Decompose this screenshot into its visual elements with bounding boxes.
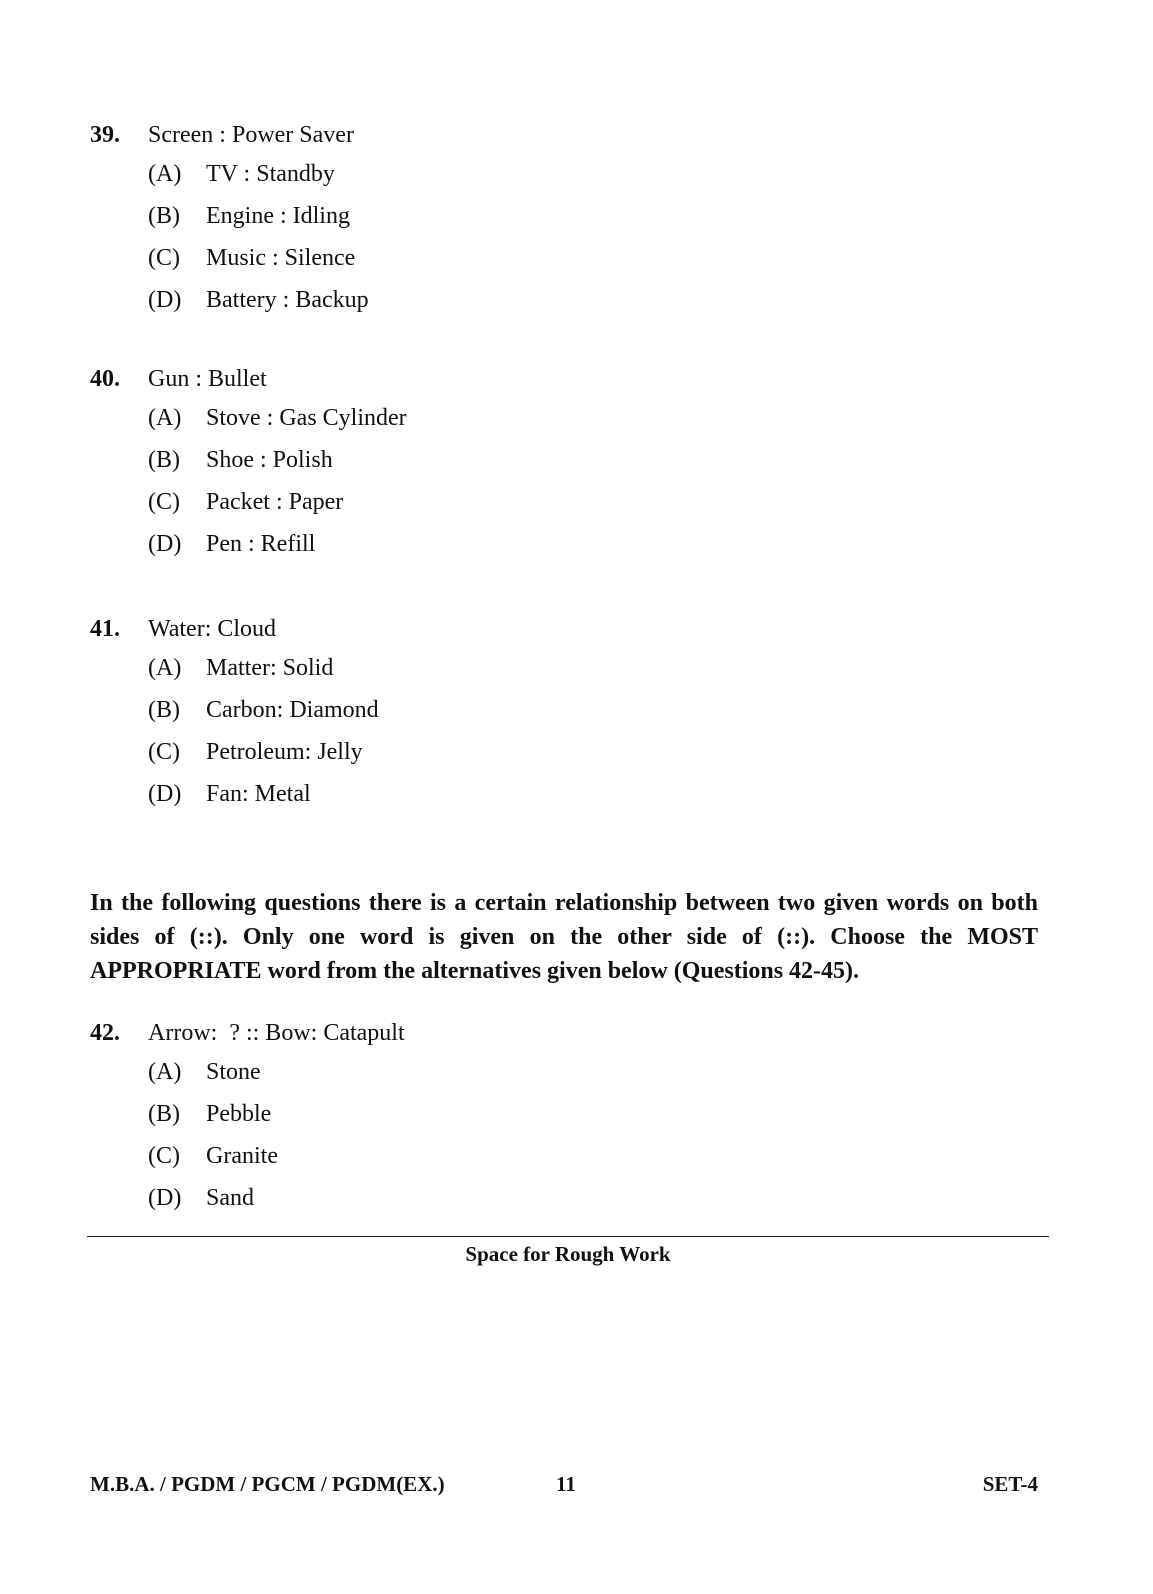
option-text: Fan: Metal [206,781,311,807]
question-number: 39. [90,122,120,148]
option-list [90,647,1050,815]
footer-course: M.B.A. / PGDM / PGCM / PGDM(EX.) [90,1472,445,1496]
rough-work-divider [87,1236,1049,1237]
option-d [90,279,1050,321]
option-b [90,439,1050,481]
option-b [90,195,1050,237]
option-a [90,1051,1050,1093]
option-label: (D) [148,1185,182,1211]
option-label: (C) [148,739,180,765]
option-text: Shoe : Polish [206,447,333,473]
question-stem-line [90,117,1050,153]
option-text: Granite [206,1143,278,1169]
option-label: (B) [148,1101,180,1127]
option-text: Music : Silence [206,245,356,271]
question-number: 40. [90,366,120,392]
option-list [90,1051,1050,1219]
question-stem: Gun : Bullet [148,366,267,392]
question-41 [90,611,1050,815]
question-stem: Arrow: ? :: Bow: Catapult [148,1020,405,1046]
footer-set: SET-4 [982,1472,1038,1496]
option-label: (D) [148,287,182,313]
option-a [90,647,1050,689]
option-label: (D) [148,781,182,807]
question-40 [90,361,1050,565]
option-text: Stove : Gas Cylinder [206,405,407,431]
option-label: (C) [148,1143,180,1169]
option-c [90,481,1050,523]
option-d [90,773,1050,815]
option-label: (B) [148,697,180,723]
question-number: 42. [90,1020,120,1046]
option-label: (D) [148,531,182,557]
option-d [90,523,1050,565]
option-text: Sand [206,1185,254,1211]
option-label: (B) [148,447,180,473]
question-39 [90,117,1050,321]
option-b [90,689,1050,731]
option-a [90,397,1050,439]
option-text: Pebble [206,1101,272,1127]
option-label: (C) [148,245,180,271]
option-text: Carbon: Diamond [206,697,379,723]
question-42 [90,1015,1050,1219]
option-label: (A) [148,161,182,187]
question-stem: Water: Cloud [148,616,277,642]
option-c [90,237,1050,279]
section-instruction: In the following questions there is a certain relationship between two given words on both sides of (::). Only one word is given on the other side of (::). Choose the MOST APPROPRIATE word from the alternatives given below (Questions 42-45). [90,890,1038,984]
option-text: Stone [206,1059,261,1085]
question-number: 41. [90,616,120,642]
option-b [90,1093,1050,1135]
option-list [90,397,1050,565]
option-text: Battery : Backup [206,287,369,313]
option-text: Packet : Paper [206,489,344,515]
question-stem-line [90,361,1050,397]
option-text: Pen : Refill [206,531,316,557]
question-stem-line [90,611,1050,647]
option-label: (A) [148,1059,182,1085]
option-label: (A) [148,655,182,681]
option-text: Petroleum: Jelly [206,739,363,765]
option-list [90,153,1050,321]
option-label: (B) [148,203,180,229]
option-d [90,1177,1050,1219]
option-text: Matter: Solid [206,655,334,681]
rough-work-label: Space for Rough Work [465,1242,671,1266]
option-label: (A) [148,405,182,431]
option-label: (C) [148,489,180,515]
footer-page-number: 11 [556,1472,576,1496]
option-text: TV : Standby [206,161,335,187]
option-text: Engine : Idling [206,203,350,229]
option-a [90,153,1050,195]
question-stem-line [90,1015,1050,1051]
option-c [90,731,1050,773]
option-c [90,1135,1050,1177]
question-stem: Screen : Power Saver [148,122,354,148]
